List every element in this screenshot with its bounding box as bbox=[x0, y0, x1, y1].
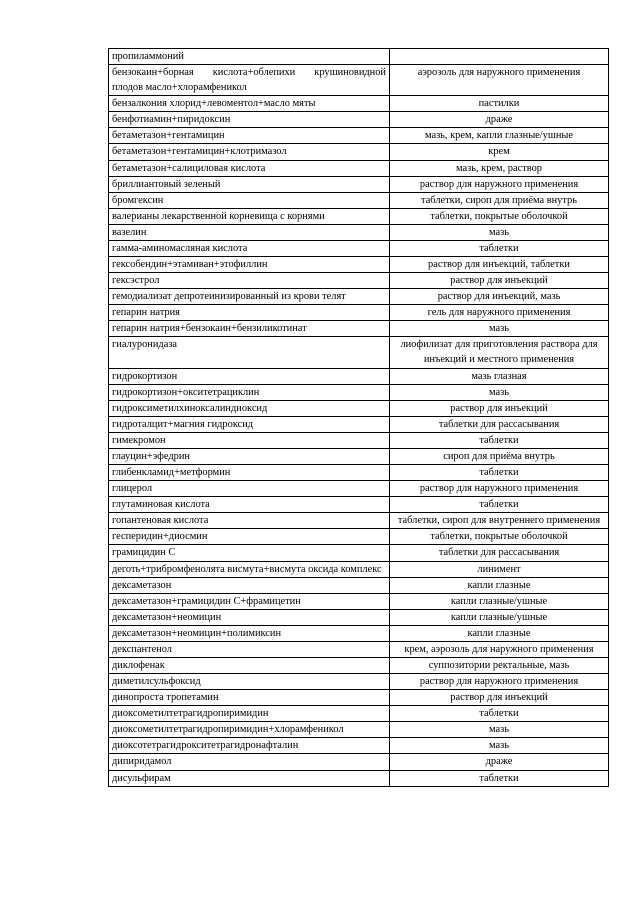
dosage-form-cell: раствор для инъекций bbox=[390, 690, 609, 706]
dosage-form-cell: раствор для наружного применения bbox=[390, 481, 609, 497]
dosage-form-cell: драже bbox=[390, 754, 609, 770]
dosage-form-cell: мазь, крем, раствор bbox=[390, 160, 609, 176]
table-row bbox=[109, 192, 609, 208]
drug-name-cell: гидрокортизон+окситетрациклин bbox=[109, 384, 390, 400]
table-row bbox=[109, 609, 609, 625]
dosage-form-cell: пастилки bbox=[390, 96, 609, 112]
dosage-form-cell: суппозитории ректальные, мазь bbox=[390, 657, 609, 673]
table-row bbox=[109, 722, 609, 738]
drug-name-cell: дипиридамол bbox=[109, 754, 390, 770]
dosage-form-cell: капли глазные/ушные bbox=[390, 609, 609, 625]
dosage-form-cell: таблетки, покрытые оболочкой bbox=[390, 208, 609, 224]
dosage-form-cell: мазь bbox=[390, 321, 609, 337]
table-row bbox=[109, 577, 609, 593]
dosage-form-cell: мазь глазная bbox=[390, 368, 609, 384]
dosage-form-cell: таблетки, сироп для внутреннего применения bbox=[390, 513, 609, 529]
table-row bbox=[109, 384, 609, 400]
table-row bbox=[109, 289, 609, 305]
drug-name-cell: бетаметазон+гентамицин bbox=[109, 128, 390, 144]
drug-name-cell: гимекромон bbox=[109, 432, 390, 448]
dosage-form-cell: мазь, крем, капли глазные/ушные bbox=[390, 128, 609, 144]
document-page bbox=[108, 48, 608, 787]
drug-name-cell: гексэстрол bbox=[109, 273, 390, 289]
dosage-form-cell: таблетки bbox=[390, 497, 609, 513]
table-row bbox=[109, 176, 609, 192]
dosage-form-cell: мазь bbox=[390, 384, 609, 400]
table-row bbox=[109, 465, 609, 481]
dosage-form-cell: таблетки для рассасывания bbox=[390, 545, 609, 561]
table-row bbox=[109, 65, 609, 96]
drug-name-cell: валерианы лекарственной корневища с корнями bbox=[109, 208, 390, 224]
dosage-form-cell: капли глазные/ушные bbox=[390, 593, 609, 609]
dosage-form-cell: раствор для наружного применения bbox=[390, 176, 609, 192]
dosage-form-cell: раствор для инъекций, таблетки bbox=[390, 257, 609, 273]
drug-name-cell: гепарин натрия bbox=[109, 305, 390, 321]
dosage-form-cell: мазь bbox=[390, 224, 609, 240]
dosage-form-cell: раствор для инъекций, мазь bbox=[390, 289, 609, 305]
table-row bbox=[109, 416, 609, 432]
drug-name-cell: динопроста тропетамин bbox=[109, 690, 390, 706]
table-row bbox=[109, 754, 609, 770]
table-row bbox=[109, 706, 609, 722]
table-row bbox=[109, 657, 609, 673]
drug-name-cell: гидроксиметилхиноксалиндиоксид bbox=[109, 400, 390, 416]
dosage-form-cell: таблетки, сироп для приёма внутрь bbox=[390, 192, 609, 208]
drug-name-cell: бетаметазон+гентамицин+клотримазол bbox=[109, 144, 390, 160]
table-row bbox=[109, 128, 609, 144]
drug-name-cell: гепарин натрия+бензокаин+бензиликотинат bbox=[109, 321, 390, 337]
table-row bbox=[109, 49, 609, 65]
dosage-form-cell: раствор для инъекций bbox=[390, 273, 609, 289]
table-row bbox=[109, 625, 609, 641]
drug-name-cell: гесперидин+диосмин bbox=[109, 529, 390, 545]
dosage-form-cell: таблетки, покрытые оболочкой bbox=[390, 529, 609, 545]
drug-name-cell: бромгексин bbox=[109, 192, 390, 208]
table-row bbox=[109, 208, 609, 224]
drug-name-cell: гидрокортизон bbox=[109, 368, 390, 384]
dosage-form-cell: таблетки bbox=[390, 770, 609, 786]
dosage-form-cell: мазь bbox=[390, 738, 609, 754]
dosage-form-cell: раствор для наружного применения bbox=[390, 674, 609, 690]
drug-name-cell: пропиламмоний bbox=[109, 49, 390, 65]
drug-name-cell: гексобендин+этамиван+этофиллин bbox=[109, 257, 390, 273]
table-row bbox=[109, 448, 609, 464]
drug-name-cell: гидроталцит+магния гидроксид bbox=[109, 416, 390, 432]
drug-table bbox=[108, 48, 609, 787]
dosage-form-cell: крем, аэрозоль для наружного применения bbox=[390, 641, 609, 657]
table-row bbox=[109, 561, 609, 577]
dosage-form-cell: линимент bbox=[390, 561, 609, 577]
dosage-form-cell: таблетки bbox=[390, 465, 609, 481]
table-row bbox=[109, 545, 609, 561]
table-row bbox=[109, 368, 609, 384]
drug-name-cell: дексаметазон+неомицин+полимиксин bbox=[109, 625, 390, 641]
drug-name-cell: бриллиантовый зеленый bbox=[109, 176, 390, 192]
drug-name-cell: диметилсульфоксид bbox=[109, 674, 390, 690]
dosage-form-cell: раствор для инъекций bbox=[390, 400, 609, 416]
drug-name-cell: гопантеновая кислота bbox=[109, 513, 390, 529]
table-row bbox=[109, 160, 609, 176]
drug-name-cell: декспантенол bbox=[109, 641, 390, 657]
table-row bbox=[109, 481, 609, 497]
dosage-form-cell: мазь bbox=[390, 722, 609, 738]
table-row bbox=[109, 674, 609, 690]
drug-name-cell: бетаметазон+салициловая кислота bbox=[109, 160, 390, 176]
table-row bbox=[109, 432, 609, 448]
drug-name-cell: диоксометилтетрагидропиримидин bbox=[109, 706, 390, 722]
drug-table-body bbox=[109, 49, 609, 787]
dosage-form-cell: драже bbox=[390, 112, 609, 128]
table-row bbox=[109, 529, 609, 545]
drug-name-cell: гиалуронидаза bbox=[109, 337, 390, 368]
dosage-form-cell: крем bbox=[390, 144, 609, 160]
dosage-form-cell: гель для наружного применения bbox=[390, 305, 609, 321]
drug-name-cell: бенфотиамин+пиридоксин bbox=[109, 112, 390, 128]
drug-name-cell: гамма-аминомасляная кислота bbox=[109, 240, 390, 256]
table-row bbox=[109, 321, 609, 337]
drug-name-cell: диоксометилтетрагидропиримидин+хлорамфеникол bbox=[109, 722, 390, 738]
drug-name-cell: глутаминовая кислота bbox=[109, 497, 390, 513]
dosage-form-cell: таблетки bbox=[390, 706, 609, 722]
drug-name-cell: бензалкония хлорид+левоментол+масло мяты bbox=[109, 96, 390, 112]
drug-name-cell: гемодиализат депротеинизированный из крови телят bbox=[109, 289, 390, 305]
drug-name-cell: глибенкламид+метформин bbox=[109, 465, 390, 481]
dosage-form-cell: таблетки bbox=[390, 432, 609, 448]
table-row bbox=[109, 641, 609, 657]
dosage-form-cell: капли глазные bbox=[390, 625, 609, 641]
table-row bbox=[109, 305, 609, 321]
table-row bbox=[109, 96, 609, 112]
table-row bbox=[109, 240, 609, 256]
table-row bbox=[109, 257, 609, 273]
table-row bbox=[109, 337, 609, 368]
drug-name-cell: глауцин+эфедрин bbox=[109, 448, 390, 464]
drug-name-cell: бензокаин+борная кислота+облепихи крушиновидной плодов масло+хлорамфеникол bbox=[109, 65, 390, 96]
drug-name-cell: дексаметазон+неомицин bbox=[109, 609, 390, 625]
table-row bbox=[109, 497, 609, 513]
drug-name-cell: диоксотетрагидрокситетрагидронафталин bbox=[109, 738, 390, 754]
table-row bbox=[109, 273, 609, 289]
dosage-form-cell: таблетки для рассасывания bbox=[390, 416, 609, 432]
drug-name-cell: дексаметазон+грамицидин С+фрамицетин bbox=[109, 593, 390, 609]
dosage-form-cell: лиофилизат для приготовления раствора для инъекций и местного применения bbox=[390, 337, 609, 368]
drug-name-cell: деготь+трибромфенолята висмута+висмута оксида комплекс bbox=[109, 561, 390, 577]
table-row bbox=[109, 770, 609, 786]
dosage-form-cell: аэрозоль для наружного применения bbox=[390, 65, 609, 96]
table-row bbox=[109, 112, 609, 128]
dosage-form-cell bbox=[390, 49, 609, 65]
table-row bbox=[109, 690, 609, 706]
dosage-form-cell: сироп для приёма внутрь bbox=[390, 448, 609, 464]
drug-name-cell: вазелин bbox=[109, 224, 390, 240]
table-row bbox=[109, 144, 609, 160]
table-row bbox=[109, 400, 609, 416]
table-row bbox=[109, 738, 609, 754]
table-row bbox=[109, 513, 609, 529]
table-row bbox=[109, 224, 609, 240]
drug-name-cell: глицерол bbox=[109, 481, 390, 497]
drug-name-cell: дисульфирам bbox=[109, 770, 390, 786]
drug-name-cell: диклофенак bbox=[109, 657, 390, 673]
table-row bbox=[109, 593, 609, 609]
drug-name-cell: грамицидин С bbox=[109, 545, 390, 561]
drug-name-cell: дексаметазон bbox=[109, 577, 390, 593]
dosage-form-cell: капли глазные bbox=[390, 577, 609, 593]
dosage-form-cell: таблетки bbox=[390, 240, 609, 256]
